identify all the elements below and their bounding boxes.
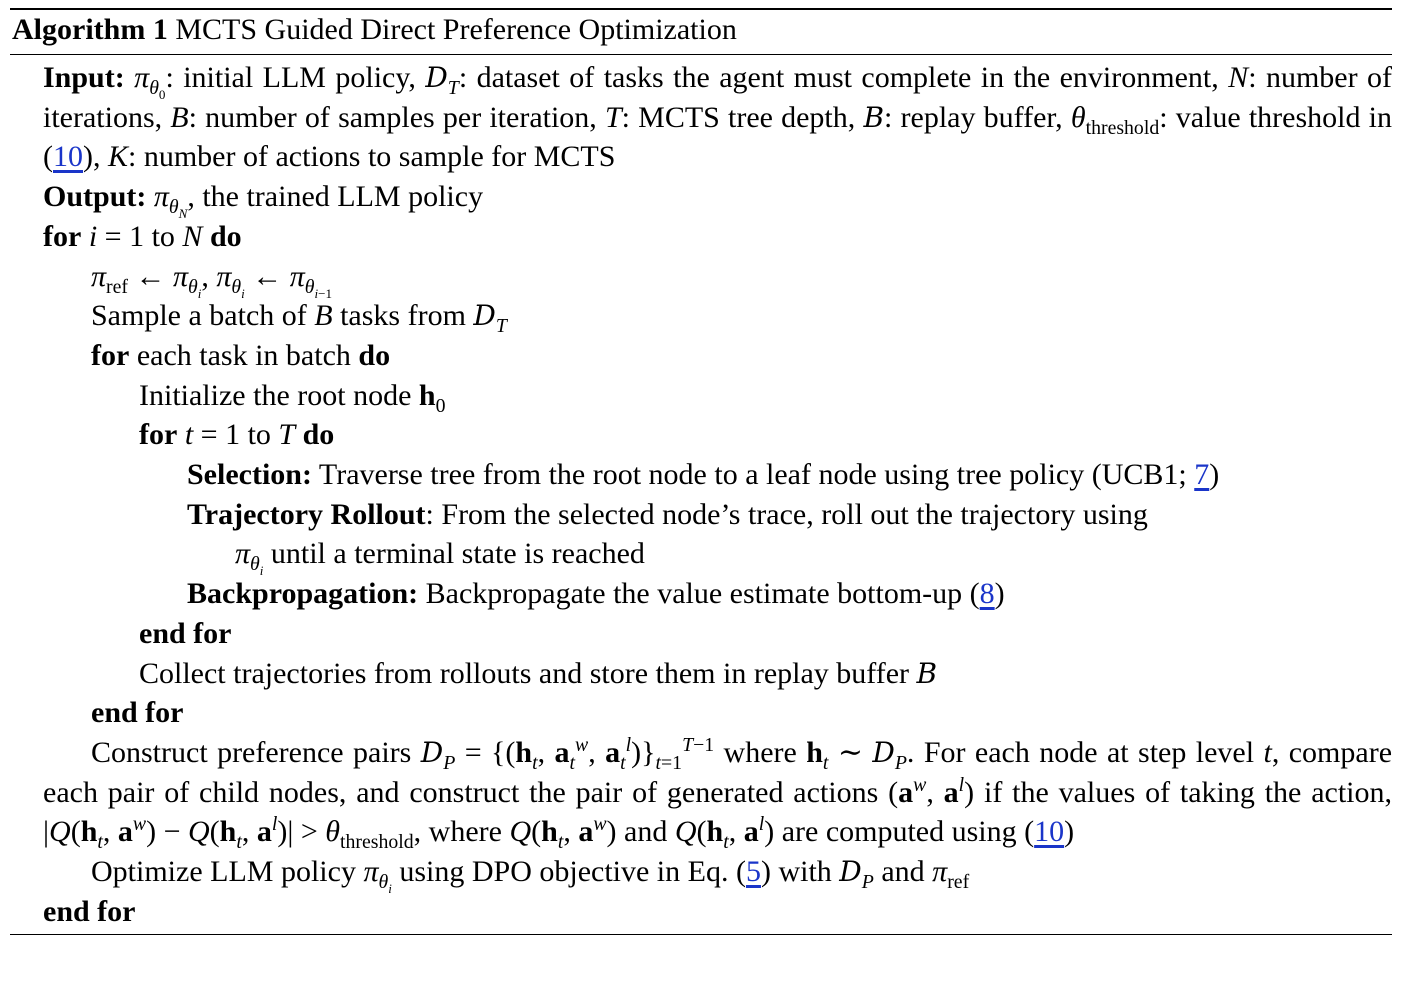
input-keyword: Input: [43,61,125,94]
eq-10-link-2[interactable]: 10 [1034,815,1065,849]
backprop-line: Backpropagation: Backpropagate the value estimate bottom-up (8) [187,577,1005,611]
selection-line: Selection: Traverse tree from the root node to a leaf node using tree policy (UCB1; 7) [187,458,1220,492]
end-for-task: end for [91,696,184,730]
for-t-line: for t = 1 to T do [139,418,335,452]
algorithm-title: MCTS Guided Direct Preference Optimization [175,13,737,46]
input-paragraph: Input: $\pi_{\theta_0}$: initial LLM policy, $D_T$: dataset of tasks the agent must complete in the environment, N: number of iterations, B: number of samples per iteration, T: MCTS tree depth, B: replay buffer, $\theta_{threshold}$: value threshold in (10), K: number of actions to sample for MCTS [43,61,1393,174]
collect-line: Collect trajectories from rollouts and store them in replay buffer B [139,656,938,690]
ref-8-link[interactable]: 8 [979,577,995,611]
rollout-line: Trajectory Rollout: From the selected node’s trace, roll out the trajectory using [187,497,1148,531]
assign-line: $\pi_{ref}$ ← $\pi_{\theta_i}$, $\pi_{\theta_i}$ ← $\pi_{\theta_{i-1}}$ [91,259,333,301]
eq-10-link[interactable]: 10 [53,140,83,174]
algorithm-caption [10,10,1392,50]
optimize-line: Optimize LLM policy $\pi_{\theta_i}$ using DPO objective in Eq. (5) with $D_P$ and $\pi_{ref}$ [91,855,970,897]
eq-5-link[interactable]: 5 [745,855,761,889]
construct-paragraph: Construct preference pairs $D_P = \{(h_t$, $a_t^w$, $a_t^l)\}_{t=1}^{T-1}$ where $h_t$ ∼ $D_P$. For each node at step level t, compare each pair of child nodes, and construct the pair of generated actions ($a^w$, $a^l$) if the values of taking the action, $|Q(h_t$, $a^w) - Q(h_t$, $a^l)| > \theta_{threshold}$, where $Q(h_t$, $a^w$) and $Q(h_t$, $a^l$) are computed using (10) [43,733,1393,854]
algorithm-block [10,8,1392,935]
ref-7-link[interactable]: 7 [1194,458,1210,492]
for-task-line: for each task in batch do [91,338,391,372]
bottom-rule [10,934,1392,935]
algorithm-label: Algorithm 1 [12,13,168,46]
sample-line: Sample a batch of B tasks from $D_T$ [91,299,507,338]
for-outer-line: for i = 1 to N do [43,219,242,253]
rollout-line-cont: $\pi_{\theta_i}$ until a terminal state is reached [235,537,645,579]
output-line: Output: $\pi_{\theta_N}$, the trained LLM policy [43,180,484,222]
output-keyword: Output: [43,180,147,214]
init-line: Initialize the root node $h_0$ [139,378,446,417]
algorithm-body [10,55,1392,934]
end-for-outer: end for [43,894,136,928]
end-for-inner: end for [139,616,232,650]
